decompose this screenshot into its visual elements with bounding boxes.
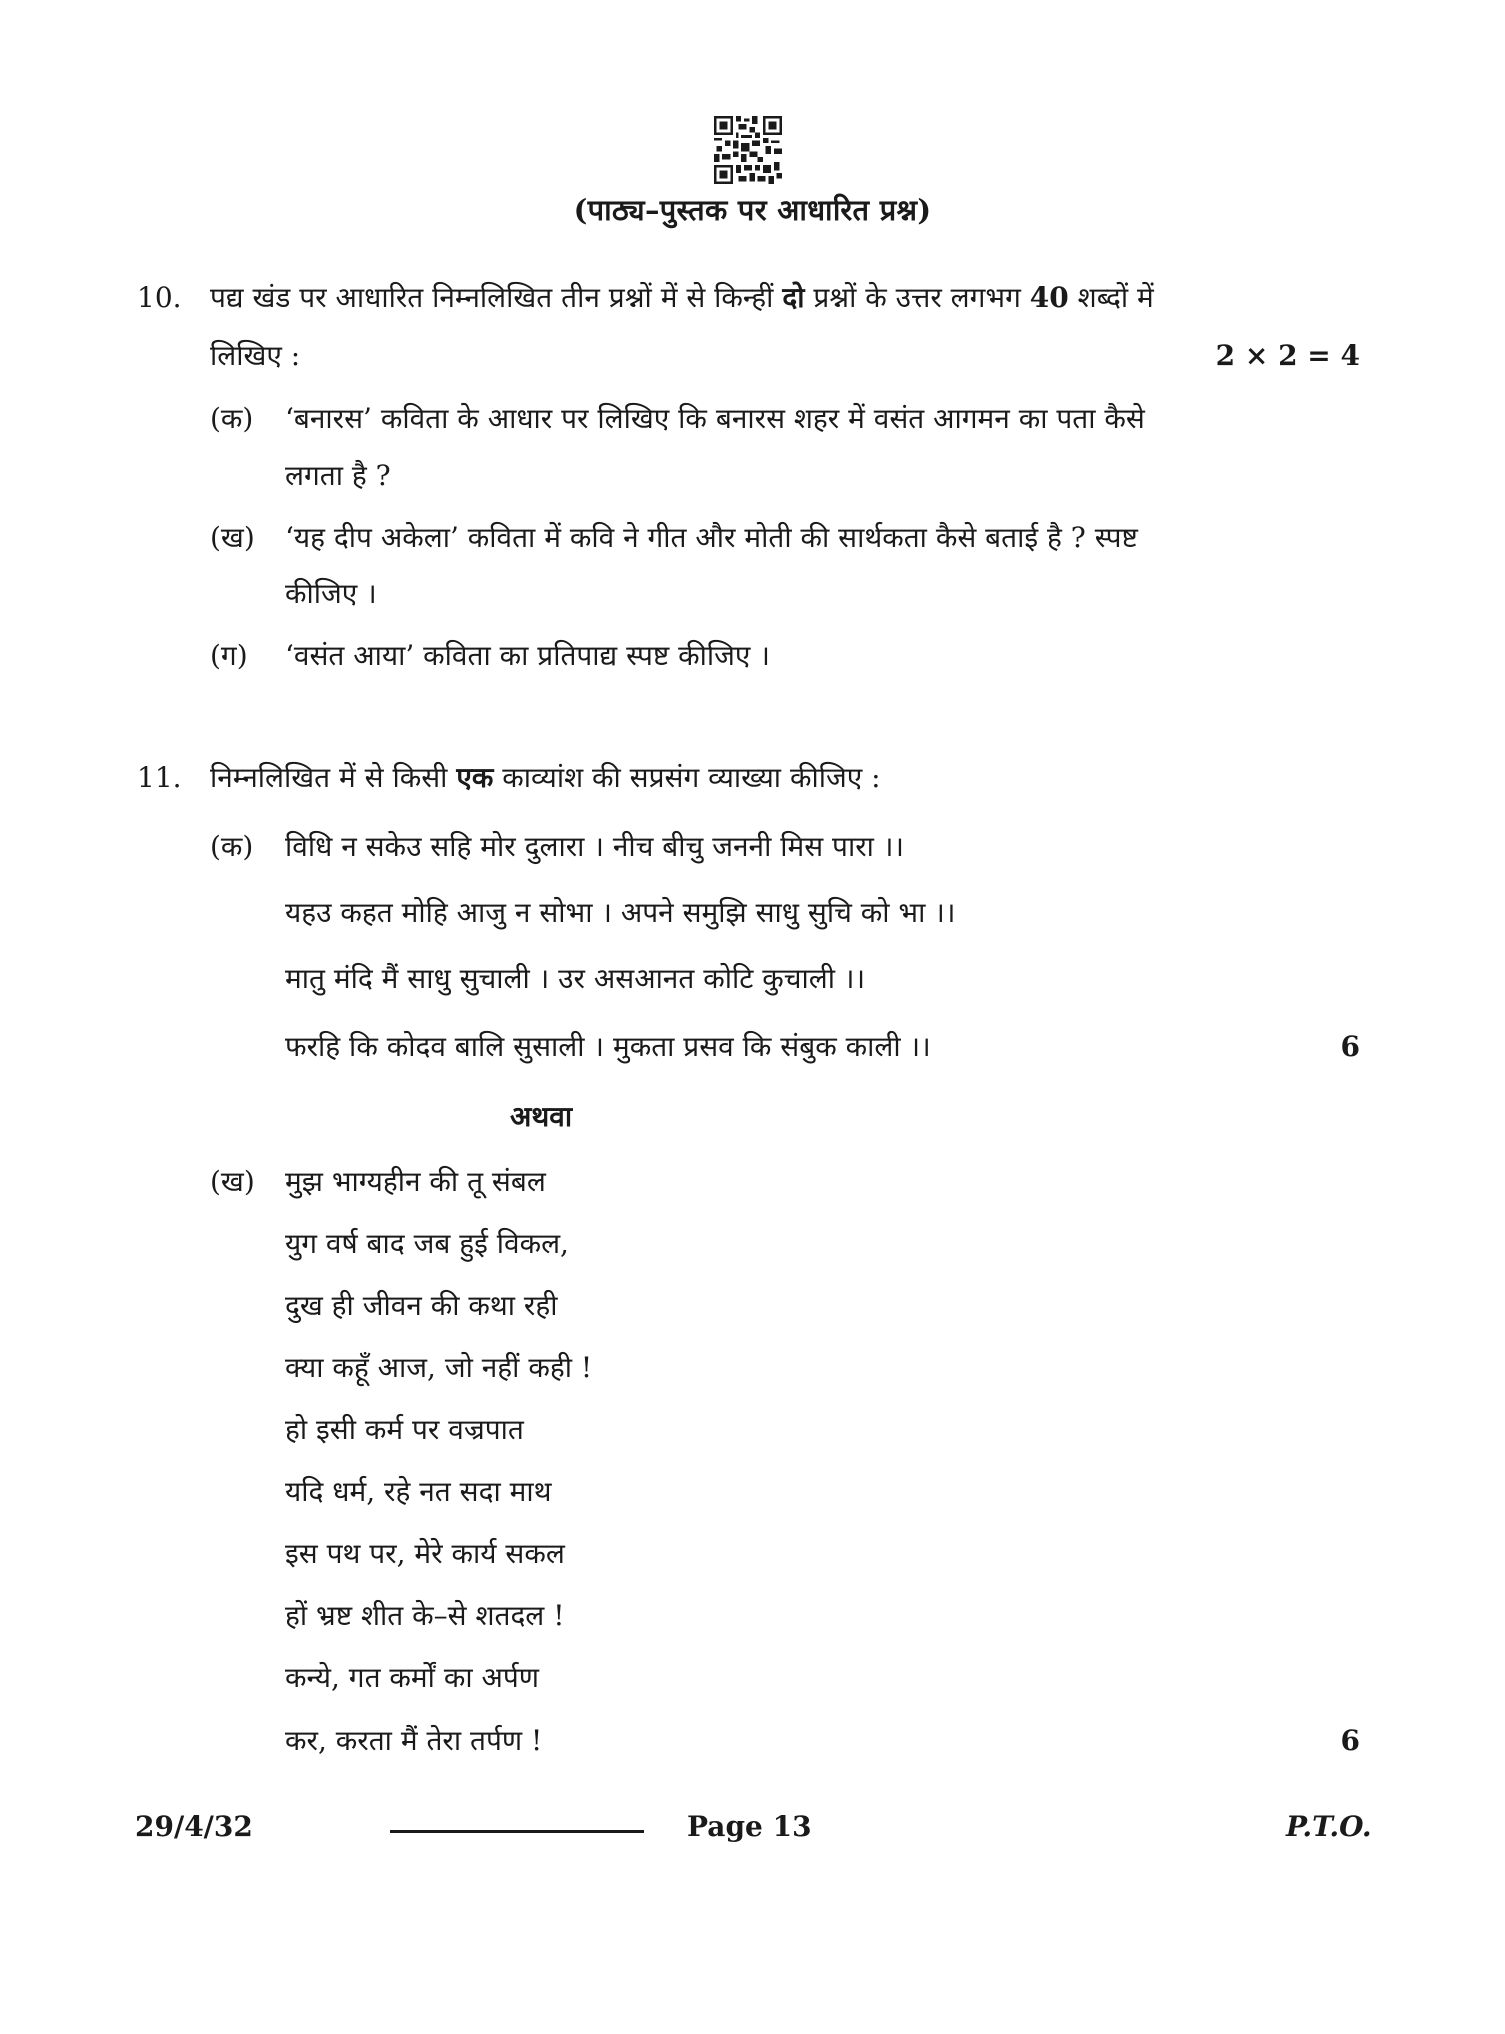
marks-label: 6 [1340,1724,1360,1757]
pto-label: P.T.O. [1286,1810,1372,1843]
verse-line: हों भ्रष्ट शीत के–से शतदल ! [285,1599,565,1632]
verse-line: युग वर्ष बाद जब हुई विकल, [285,1227,569,1260]
verse-line: यहउ कहत मोहि आजु न सोभा । अपने समुझि साधु सुचि को भा ।। [285,896,956,929]
question-text: पद्य खंड पर आधारित निम्नलिखित तीन प्रश्नों में से किन्हीं दो प्रश्नों के उत्तर लगभग 40 शब्दों में [210,281,1154,314]
verse-line: मातु मंदि मैं साधु सुचाली । उर असआनत कोटि कुचाली ।। [285,962,866,995]
verse-line: फरहि कि कोदव बालि सुसाली । मुकता प्रसव कि संबुक काली ।। [285,1030,931,1063]
part-label: (ख) [210,521,255,554]
paper-code: 29/4/32 [135,1810,253,1843]
part-text-cont: लगता है ? [285,459,391,492]
section-heading: (पाठ्य–पुस्तक पर आधारित प्रश्न) [573,193,932,227]
verse-line: हो इसी कर्म पर वज्रपात [285,1413,524,1446]
verse-line: क्या कहूँ आज, जो नहीं कही ! [285,1351,593,1384]
or-label: अथवा [510,1100,573,1133]
verse-line: मुझ भाग्यहीन की तू संबल [285,1165,546,1198]
verse-line: दुख ही जीवन की कथा रही [285,1289,558,1322]
qr-code-icon [714,116,782,184]
part-label: (ख) [210,1165,255,1198]
page-number: Page 13 [687,1810,812,1843]
verse-line: कन्ये, गत कर्मों का अर्पण [285,1661,540,1694]
marks-label: 6 [1340,1030,1360,1063]
part-text: ‘यह दीप अकेला’ कविता में कवि ने गीत और मोती की सार्थकता कैसे बताई है ? स्पष्ट [285,521,1138,554]
verse-line: विधि न सकेउ सहि मोर दुलारा । नीच बीचु जननी मिस पारा ।। [285,830,905,863]
part-text: ‘वसंत आया’ कविता का प्रतिपाद्य स्पष्ट कीजिए । [285,639,770,672]
part-text-cont: कीजिए । [285,577,377,610]
question-number: 11. [137,761,182,794]
question-text: निम्नलिखित में से किसी एक काव्यांश की सप्रसंग व्याख्या कीजिए : [210,761,881,794]
part-label: (ग) [210,639,248,672]
question-number: 10. [137,281,182,314]
part-label: (क) [210,402,254,435]
footer-divider [390,1830,644,1833]
part-label: (क) [210,830,254,863]
marks-label: 2 × 2 = 4 [1215,339,1360,372]
verse-line: कर, करता मैं तेरा तर्पण ! [285,1724,543,1757]
verse-line: इस पथ पर, मेरे कार्य सकल [285,1537,565,1570]
verse-line: यदि धर्म, रहे नत सदा माथ [285,1475,552,1508]
question-text-cont: लिखिए : [210,339,301,372]
part-text: ‘बनारस’ कविता के आधार पर लिखिए कि बनारस शहर में वसंत आगमन का पता कैसे [285,402,1145,435]
